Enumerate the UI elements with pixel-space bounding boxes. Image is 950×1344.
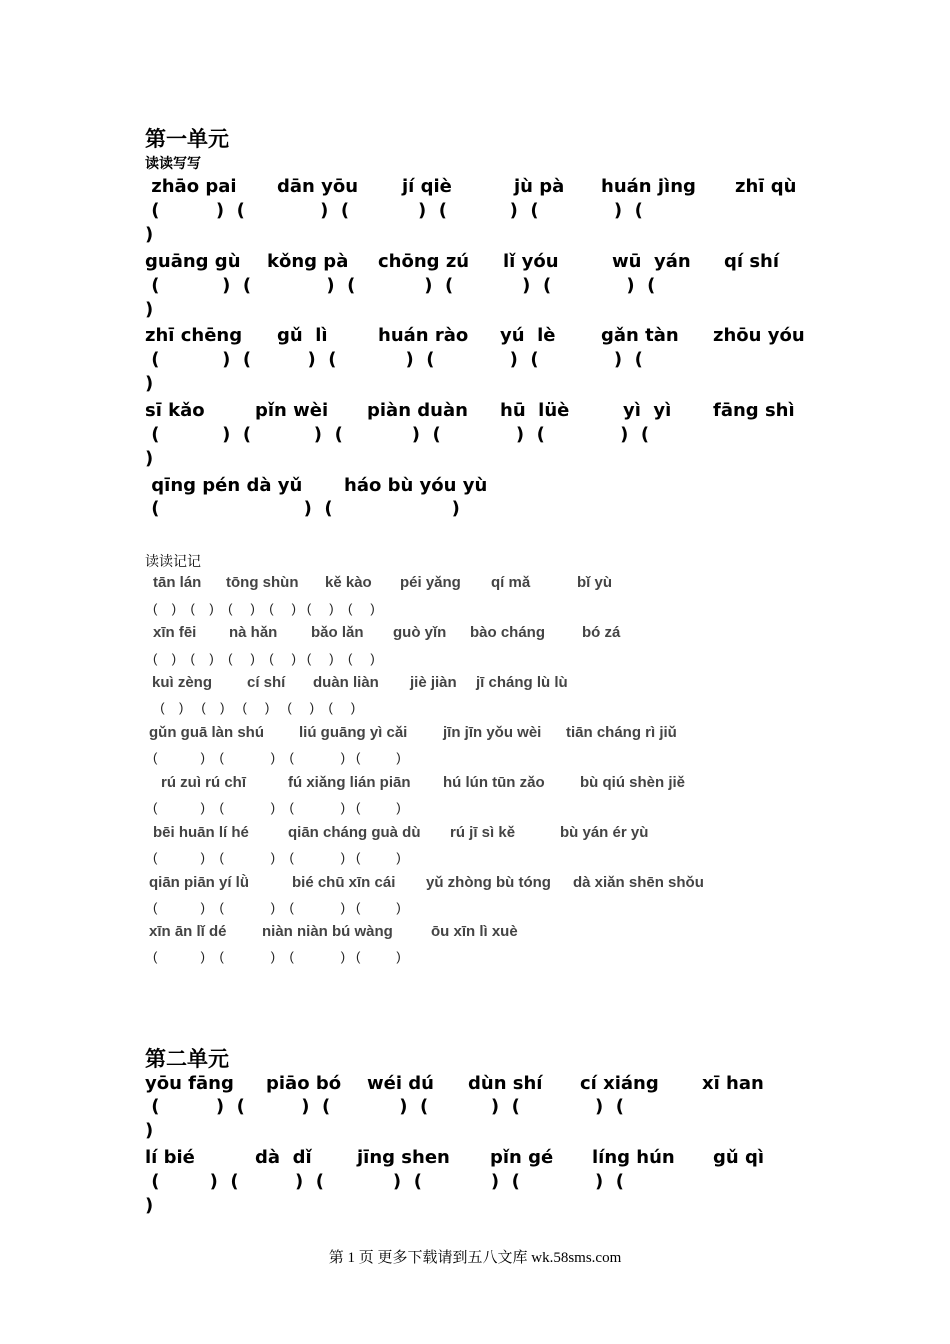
pinyin-word: jí qiè bbox=[402, 176, 452, 197]
pinyin-word: yú lè bbox=[500, 325, 556, 346]
answer-brackets: ( ) ( ) ( ) ( ) bbox=[153, 900, 401, 915]
pinyin-word: xīn ān lǐ dé bbox=[149, 923, 227, 940]
answer-brackets: ( ) ( ) ( ) ( ) ( ) ( bbox=[145, 424, 650, 445]
pinyin-word: piāo bó bbox=[266, 1073, 342, 1094]
pinyin-word: yōu fāng bbox=[145, 1073, 234, 1094]
pinyin-word: qí shí bbox=[724, 251, 780, 272]
pinyin-word: xīn fēi bbox=[153, 624, 197, 641]
pinyin-word: zhī qù bbox=[735, 176, 797, 197]
unit1-title: 第一单元 bbox=[145, 127, 229, 151]
answer-brackets-tail: ) bbox=[145, 1120, 154, 1141]
pinyin-word: zhī chēng bbox=[145, 325, 243, 346]
pinyin-word: yì yì bbox=[623, 400, 672, 421]
pinyin-word: lǐ yóu bbox=[503, 251, 559, 272]
pinyin-word: dà xiǎn shēn shǒu bbox=[573, 874, 704, 891]
pinyin-word: huán rào bbox=[378, 325, 469, 346]
unit2-title: 第二单元 bbox=[145, 1047, 229, 1071]
answer-brackets-tail: ) bbox=[145, 1195, 154, 1216]
pinyin-word: wū yán bbox=[612, 251, 691, 272]
pinyin-word: jiè jiàn bbox=[410, 674, 457, 691]
answer-brackets: ( ) ( ) ( ) ( ) bbox=[153, 800, 401, 815]
pinyin-word: chōng zú bbox=[378, 251, 470, 272]
pinyin-word: jù pà bbox=[514, 176, 565, 197]
answer-brackets: ( ) ( ) ( ) ( ) bbox=[153, 850, 401, 865]
pinyin-word: bù qiú shèn jiě bbox=[580, 774, 686, 791]
pinyin-word: piàn duàn bbox=[367, 400, 468, 421]
pinyin-word: jīn jīn yǒu wèi bbox=[443, 724, 542, 741]
pinyin-word: péi yǎng bbox=[400, 574, 461, 591]
page-footer: 第 1 页 更多下载请到五八文库 wk.58sms.com bbox=[328, 1250, 622, 1266]
pinyin-word: bó zá bbox=[582, 624, 621, 641]
pinyin-word: xī han bbox=[702, 1073, 764, 1094]
pinyin-word: jī cháng lù lù bbox=[476, 674, 568, 691]
pinyin-word: kǒng pà bbox=[267, 251, 349, 272]
pinyin-word: kuì zèng bbox=[152, 674, 213, 691]
pinyin-word: wéi dú bbox=[367, 1073, 434, 1094]
answer-brackets-tail: ) bbox=[145, 373, 154, 394]
pinyin-word: guò yǐn bbox=[393, 624, 447, 641]
pinyin-word: dùn shí bbox=[468, 1073, 543, 1094]
section-title-read-remember: 读读记记 bbox=[145, 554, 201, 570]
answer-brackets-tail: ) bbox=[145, 224, 154, 245]
pinyin-word: hū lüè bbox=[500, 400, 570, 421]
pinyin-word: gǎn tàn bbox=[601, 325, 679, 346]
pinyin-word: fú xiǎng lián piān bbox=[288, 774, 411, 791]
pinyin-word: dà dǐ bbox=[255, 1147, 312, 1168]
answer-brackets-tail: ) bbox=[145, 299, 154, 320]
pinyin-word: liú guāng yì cǎi bbox=[299, 724, 408, 741]
pinyin-word: gǔn guā làn shú bbox=[149, 724, 264, 741]
pinyin-word: huán jìng bbox=[601, 176, 696, 197]
answer-brackets: ( ) ( ) ( ) ( ) ( ) ( ) bbox=[153, 601, 375, 616]
pinyin-word: duàn liàn bbox=[313, 674, 379, 691]
answer-brackets: ( ) ( ) ( ) ( ) ( ) ( bbox=[145, 275, 656, 296]
pinyin-word: gǔ lì bbox=[277, 325, 328, 346]
pinyin-word: pǐn gé bbox=[490, 1147, 554, 1168]
pinyin-word: yǔ zhòng bù tóng bbox=[426, 874, 551, 891]
answer-brackets: ( ) ( ) bbox=[145, 498, 460, 519]
pinyin-word: lí bié bbox=[145, 1147, 195, 1168]
pinyin-word: rú zuì rú chī bbox=[161, 774, 247, 791]
pinyin-word: bǎo lǎn bbox=[311, 624, 364, 641]
pinyin-word: dān yōu bbox=[277, 176, 359, 197]
pinyin-word: tōng shùn bbox=[226, 574, 299, 591]
pinyin-word: qiān piān yí lǜ bbox=[149, 874, 250, 891]
pinyin-word: cí xiáng bbox=[580, 1073, 659, 1094]
pinyin-word: bēi huān lí hé bbox=[153, 824, 249, 841]
answer-brackets: ( ) ( ) ( ) ( ) bbox=[153, 949, 401, 964]
pinyin-word: fāng shì bbox=[713, 400, 795, 421]
pinyin-word: jīng shen bbox=[357, 1147, 450, 1168]
pinyin-word: guāng gù bbox=[145, 251, 241, 272]
pinyin-word: pǐn wèi bbox=[255, 400, 329, 421]
answer-brackets: ( ) ( ) ( ) ( ) ( ) ( ) bbox=[153, 651, 375, 666]
pinyin-word: bǐ yù bbox=[577, 574, 613, 591]
answer-brackets: ( ) ( ) ( ) ( ) ( ) ( bbox=[145, 1171, 625, 1192]
pinyin-word: niàn niàn bú wàng bbox=[262, 923, 393, 940]
pinyin-word: bù yán ér yù bbox=[560, 824, 649, 841]
answer-brackets: ( ) ( ) ( ) ( ) bbox=[153, 750, 401, 765]
pinyin-word: zhōu yóu bbox=[713, 325, 805, 346]
pinyin-word: sī kǎo bbox=[145, 400, 205, 421]
pinyin-word: gǔ qì bbox=[713, 1147, 765, 1168]
pinyin-word: rú jī sì kě bbox=[450, 824, 516, 841]
pinyin-word: líng hún bbox=[592, 1147, 675, 1168]
pinyin-word: cí shí bbox=[247, 674, 286, 691]
pinyin-word: qīng pén dà yǔ bbox=[145, 475, 303, 496]
pinyin-word: háo bù yóu yù bbox=[344, 475, 488, 496]
pinyin-word: hú lún tūn zǎo bbox=[443, 774, 545, 791]
answer-brackets-tail: ) bbox=[145, 448, 154, 469]
pinyin-word: qí mǎ bbox=[491, 574, 531, 591]
pinyin-word: kě kào bbox=[325, 574, 372, 591]
pinyin-word: tān lán bbox=[153, 574, 202, 591]
section-title-read-write: 读读写写 bbox=[145, 156, 201, 172]
pinyin-word: qiān cháng guà dù bbox=[288, 824, 421, 841]
pinyin-word: tiān cháng rì jiǔ bbox=[566, 724, 677, 741]
pinyin-word: nà hǎn bbox=[229, 624, 278, 641]
answer-brackets: ( ) ( ) ( ) ( ) ( ) ( bbox=[145, 200, 643, 221]
pinyin-word: bié chū xīn cái bbox=[292, 874, 396, 891]
answer-brackets: ( ) ( ) ( ) ( ) ( ) bbox=[153, 700, 356, 715]
pinyin-word: ōu xīn lì xuè bbox=[431, 923, 518, 940]
pinyin-word: bào cháng bbox=[470, 624, 546, 641]
pinyin-word: zhāo pai bbox=[145, 176, 237, 197]
answer-brackets: ( ) ( ) ( ) ( ) ( ) ( bbox=[145, 1096, 625, 1117]
answer-brackets: ( ) ( ) ( ) ( ) ( ) ( bbox=[145, 349, 643, 370]
